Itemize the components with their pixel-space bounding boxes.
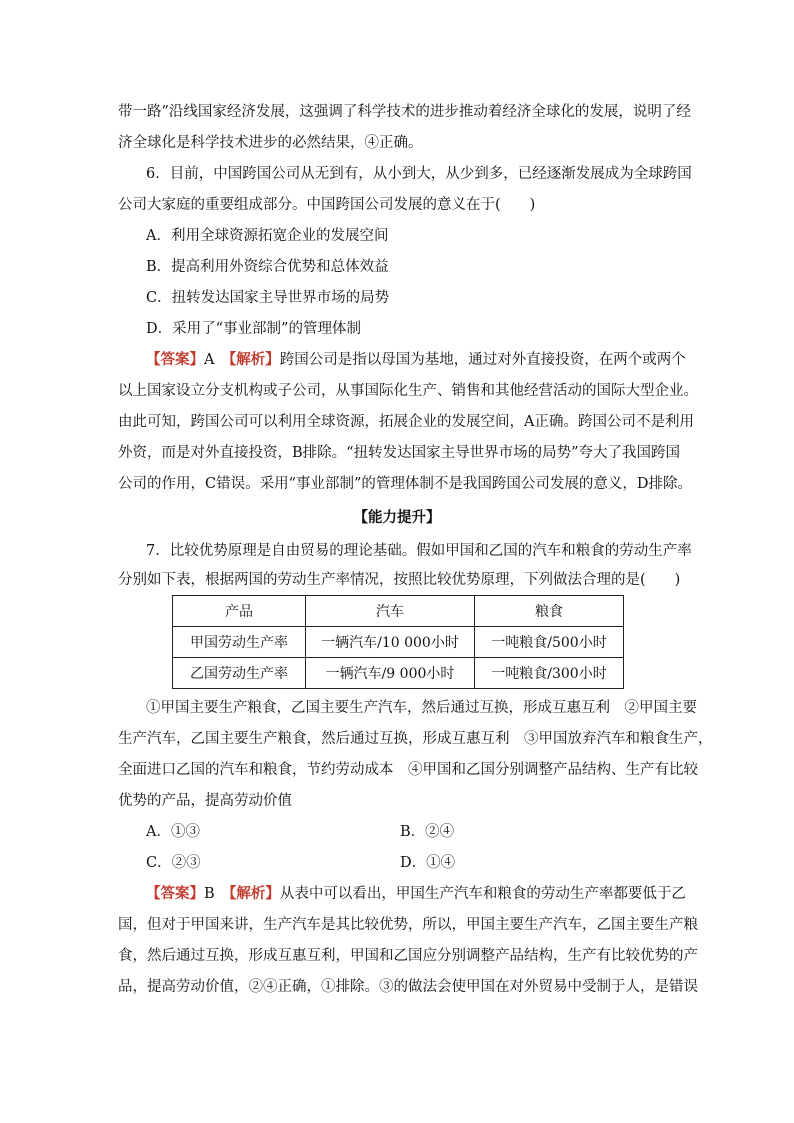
q7-option-a: A．①③ bbox=[146, 824, 200, 840]
section-heading: 【能力提升】 bbox=[353, 509, 441, 526]
table-cell: 乙国劳动生产率 bbox=[173, 658, 306, 689]
q7-answer-line bbox=[146, 884, 706, 904]
question-6-stem: 6．目前，中国跨国公司从无到有，从小到大，从少到多，已经逐渐发展成为全球跨国 bbox=[146, 166, 692, 182]
q7-option-row bbox=[146, 822, 706, 842]
question-7-stem-cont: 分别如下表，根据两国的劳动生产率情况，按照比较优势原理，下列做法合理的是( ) bbox=[118, 572, 681, 588]
question-6-stem-cont: 公司大家庭的重要组成部分。中国跨国公司发展的意义在于( ) bbox=[118, 197, 536, 213]
q7-statement: 生产汽车，乙国主要生产粮食，然后通过互换，形成互惠互利 ③甲国放弃汽车和粮食生产， bbox=[118, 731, 713, 747]
q6-analysis-line: 外资，而是对外直接投资，B排除。“扭转发达国家主导世界市场的局势”夸大了我国跨国 bbox=[118, 445, 680, 461]
q7-analysis-line: 食，然后通过互换，形成互惠互利，甲国和乙国应分别调整产品结构，生产有比较优势的产 bbox=[118, 948, 698, 964]
q7-option-d: D．①④ bbox=[400, 855, 456, 871]
answer-tag: 【答案】 bbox=[146, 351, 204, 368]
table-cell: 一辆汽车/9 000小时 bbox=[306, 658, 475, 689]
q7-statement: 全面进口乙国的汽车和粮食，节约劳动成本 ④甲国和乙国分别调整产品结构、生产有比较 bbox=[118, 762, 698, 778]
q7-option-c: C．②③ bbox=[146, 855, 201, 871]
analysis-tag: 【解析】 bbox=[229, 885, 280, 902]
q6-analysis-line: 以上国家设立分支机构或子公司，从事国际化生产、销售和其他经营活动的国际大型企业。 bbox=[118, 383, 698, 399]
table-header-cell: 产品 bbox=[173, 596, 306, 627]
table-cell: 甲国劳动生产率 bbox=[173, 627, 306, 658]
table-cell: 一吨粮食/300小时 bbox=[475, 658, 624, 689]
q7-statement: ①甲国主要生产粮食，乙国主要生产汽车，然后通过互换，形成互惠互利 ②甲国主要 bbox=[146, 700, 697, 716]
q6-option-c: C．扭转发达国家主导世界市场的局势 bbox=[146, 290, 390, 306]
analysis-text: 从表中可以看出，甲国生产汽车和粮食的劳动生产率都要低于乙 bbox=[279, 886, 686, 902]
table-row bbox=[173, 658, 624, 689]
q7-analysis-line: 品，提高劳动价值，②④正确，①排除。③的做法会使甲国在对外贸易中受制于人，是错误 bbox=[118, 979, 698, 995]
text-line: 济全球化是科学技术进步的必然结果，④正确。 bbox=[118, 135, 423, 151]
table-cell: 一辆汽车/10 000小时 bbox=[306, 627, 475, 658]
q7-option-row bbox=[146, 853, 706, 873]
q6-analysis-line: 由此可知，跨国公司可以利用全球资源，拓展企业的发展空间，A正确。跨国公司不是利用 bbox=[118, 414, 694, 430]
q7-option-b: B．②④ bbox=[400, 824, 455, 840]
q6-option-d: D．采用了“事业部制”的管理体制 bbox=[146, 321, 361, 337]
text-line: 带一路”沿线国家经济发展，这强调了科学技术的进步推动着经济全球化的发展，说明了经 bbox=[118, 104, 691, 120]
q6-option-b: B．提高利用外资综合优势和总体效益 bbox=[146, 259, 389, 275]
q7-statement: 优势的产品，提高劳动价值 bbox=[118, 793, 292, 809]
table-header-row bbox=[173, 596, 624, 627]
answer-value: B bbox=[204, 886, 230, 902]
table-row bbox=[173, 627, 624, 658]
analysis-text: 跨国公司是指以母国为基地，通过对外直接投资，在两个或两个 bbox=[279, 352, 686, 368]
question-7-stem: 7．比较优势原理是自由贸易的理论基础。假如甲国和乙国的汽车和粮食的劳动生产率 bbox=[146, 543, 692, 559]
q6-answer-line bbox=[146, 350, 706, 370]
table-header-cell: 汽车 bbox=[306, 596, 475, 627]
q7-analysis-line: 国，但对于甲国来讲，生产汽车是其比较优势，所以，甲国主要生产汽车，乙国主要生产粮 bbox=[118, 917, 698, 933]
answer-tag: 【答案】 bbox=[146, 885, 204, 902]
table-header-cell: 粮食 bbox=[475, 596, 624, 627]
q6-analysis-line: 公司的作用，C错误。采用“事业部制”的管理体制不是我国跨国公司发展的意义，D排除。 bbox=[118, 476, 693, 492]
q6-option-a: A．利用全球资源拓宽企业的发展空间 bbox=[146, 228, 389, 244]
table-cell: 一吨粮食/500小时 bbox=[475, 627, 624, 658]
answer-value: A bbox=[204, 352, 229, 368]
productivity-table bbox=[172, 595, 624, 689]
analysis-tag: 【解析】 bbox=[228, 351, 280, 368]
